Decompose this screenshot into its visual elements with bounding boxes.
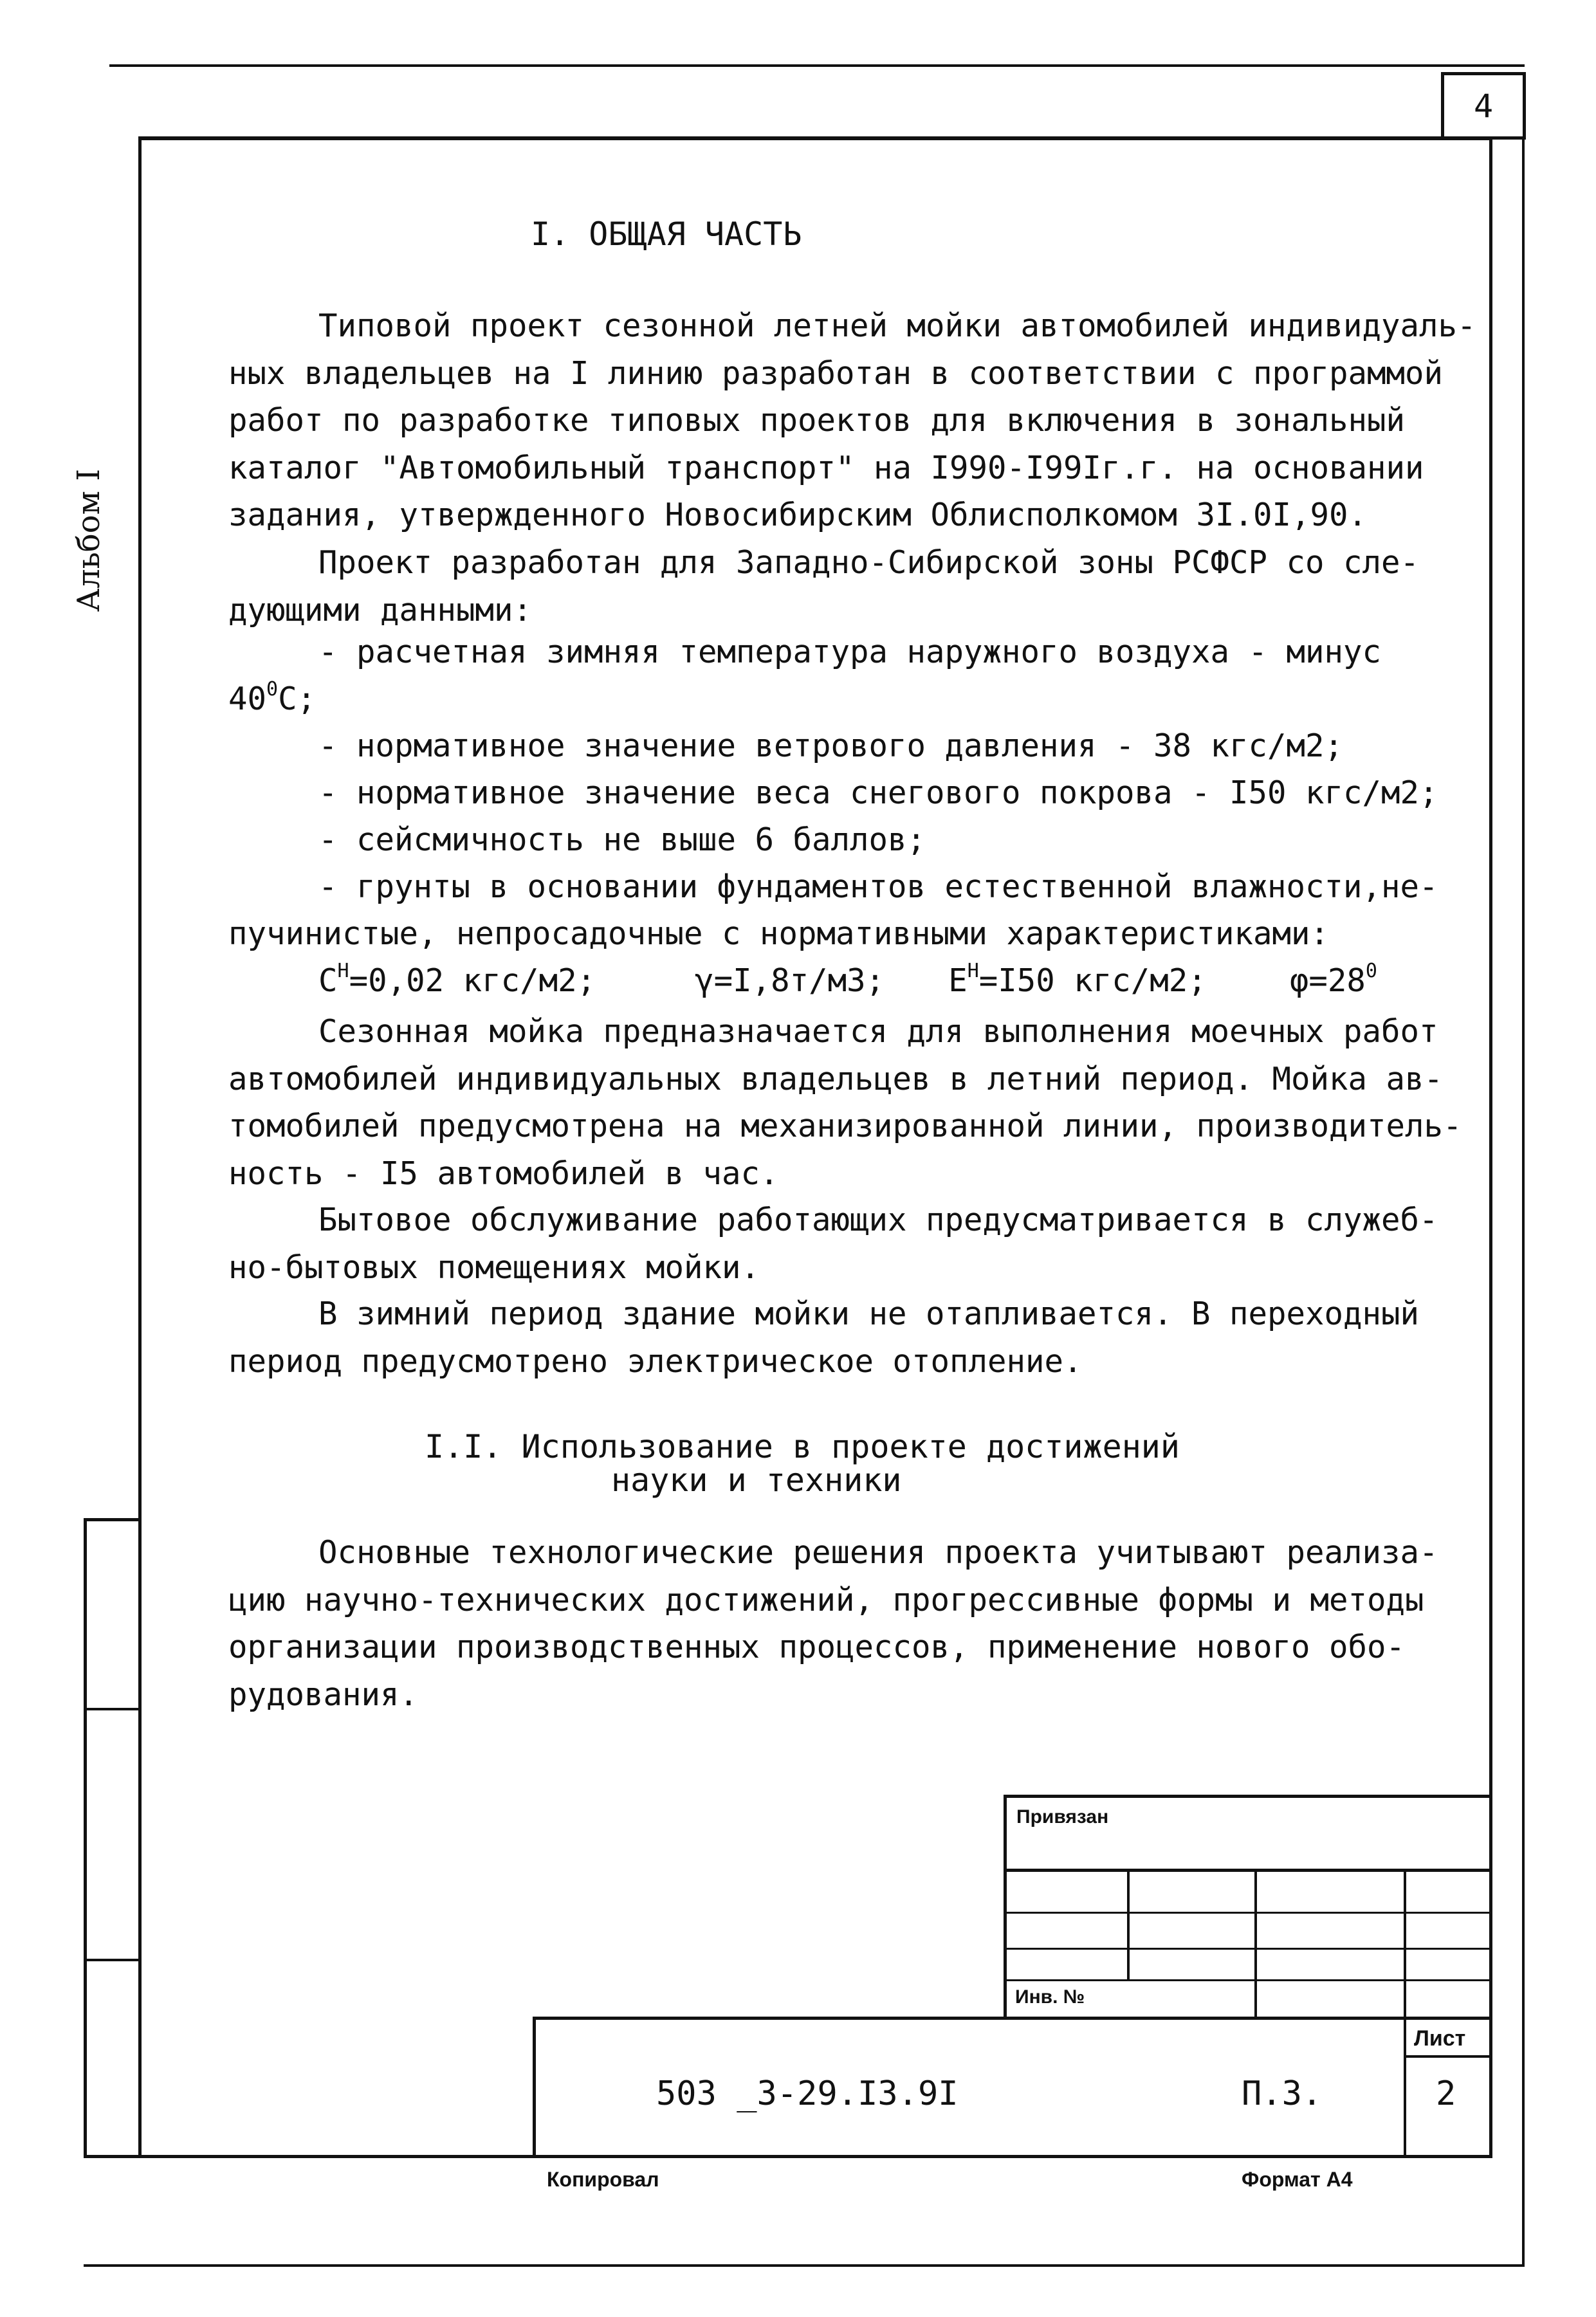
album-label: Альбом I [71, 468, 107, 612]
page-number: 4 [1473, 87, 1494, 125]
condition-seismic: - сейсмичность не выше 6 баллов; [318, 821, 926, 858]
page-number-box [1441, 72, 1526, 140]
inventory-label: Инв. № [1015, 1986, 1085, 2008]
c-value: =0,02 кгс/м2; [349, 962, 596, 999]
heating-paragraph [228, 1290, 1489, 1385]
services-paragraph [228, 1196, 1489, 1291]
binding-strip [84, 1518, 142, 2158]
c-label: С [318, 962, 338, 999]
e-value: =I50 кгс/м2; [978, 962, 1207, 999]
paragraph-line: Типовой проект сезонной летней мойки автомобилей индивидуаль- [318, 307, 1476, 344]
bound-row-line [1004, 1979, 1492, 1981]
condition-temperature: - расчетная зимняя температура наружного воздуха - минус [318, 634, 1382, 670]
paragraph-line: Проект разработан для Западно-Сибирской зоны РСФСР со сле- [318, 544, 1420, 581]
bound-col-line [1127, 1869, 1130, 1981]
c-sup: Н [337, 960, 349, 982]
paragraph-line: томобилей предусмотрена на механизированной линии, производитель- [228, 1108, 1462, 1144]
paragraph-line: ность - I5 автомобилей в час. [228, 1155, 779, 1192]
paragraph-line: ных владельцев на I линию разработан в соответствии с программой [228, 354, 1444, 392]
temperature-unit: С; [278, 681, 316, 717]
phi-label: φ [1289, 962, 1309, 999]
tech-paragraph [228, 1529, 1489, 1718]
phi-value: =28 [1308, 962, 1366, 999]
paragraph-line: каталог "Автомобильный транспорт" на I990-I99Iг.г. на основании [228, 449, 1424, 486]
paragraph-line: Основные технологические решения проекта учитывают реализа- [318, 1534, 1438, 1571]
bound-row-line [1004, 1912, 1492, 1914]
phi-sup: 0 [1365, 960, 1377, 982]
subsection-title: I.I. Использование в проекте достижений [425, 1428, 1180, 1465]
paragraph-line: Сезонная мойка предназначается для выполнения моечных работ [318, 1013, 1438, 1050]
condition-temperature-value [228, 678, 316, 717]
paragraph-line: дующими данными: [228, 591, 533, 628]
binding-divider [84, 1959, 142, 1961]
paragraph-line: рудования. [228, 1676, 419, 1713]
e-label: Е [948, 962, 968, 999]
condition-wind: - нормативное значение ветрового давления - 38 кгс/м2; [318, 728, 1344, 764]
copied-label: Копировал [547, 2168, 659, 2191]
paragraph-line: но-бытовых помещениях мойки. [228, 1249, 760, 1286]
stamp-sheet-row [1404, 2055, 1492, 2058]
gamma-value: =I,8т/м3; [713, 962, 885, 999]
binding-divider [84, 1708, 142, 1710]
sheet-number: 2 [1436, 2074, 1456, 2113]
zone-paragraph [228, 539, 1489, 634]
bound-col-line [1254, 1869, 1257, 2017]
section-code: П.3. [1242, 2074, 1323, 2113]
condition-soil-continued: пучинистые, непросадочные с нормативными характеристиками: [228, 915, 1330, 952]
purpose-paragraph [228, 1008, 1489, 1197]
paragraph-line: организации производственных процессов, применение нового обо- [228, 1629, 1406, 1665]
sheet-label: Лист [1414, 2026, 1466, 2051]
gamma-label: γ [695, 962, 714, 999]
format-label: Формат А4 [1242, 2168, 1353, 2191]
subsection-title-line2: науки и техники [611, 1461, 902, 1499]
section-title: I. ОБЩАЯ ЧАСТЬ [531, 215, 802, 253]
bound-col-line [1404, 1869, 1406, 2017]
bottom-outer-line [84, 2264, 1525, 2267]
condition-soil: - грунты в основании фундаментов естественной влажности,не- [318, 868, 1438, 905]
paragraph-line: В зимний период здание мойки не отапливается. В переходный [318, 1296, 1420, 1332]
bound-row-line [1004, 1869, 1492, 1872]
bound-row-line [1004, 1948, 1492, 1950]
paragraph-line: период предусмотрено электрическое отопление. [228, 1342, 1083, 1380]
paragraph-line: работ по разработке типовых проектов для включения в зональный [228, 402, 1406, 439]
paragraph-line: цию научно-технических достижений, прогрессивные формы и методы [228, 1581, 1424, 1618]
stamp-sheet-divider [1404, 2017, 1406, 2158]
soil-params [318, 962, 1377, 999]
e-sup: Н [967, 960, 979, 982]
right-outer-line [1522, 136, 1525, 2266]
paragraph-line: Бытовое обслуживание работающих предусматривается в служеб- [318, 1202, 1438, 1238]
top-border-line [109, 64, 1525, 67]
paragraph-line: задания, утвержденного Новосибирским Облисполкомом 3I.0I,90. [228, 497, 1368, 533]
intro-paragraph [228, 302, 1489, 539]
document-code: 503 _3-29.I3.9I [656, 2074, 959, 2113]
paragraph-line: автомобилей индивидуальных владельцев в летний период. Мойка ав- [228, 1060, 1444, 1097]
condition-snow: - нормативное значение веса снегового покрова - I50 кгс/м2; [318, 774, 1438, 811]
bound-label: Привязан [1016, 1806, 1109, 1827]
degree-sup: 0 [266, 678, 279, 701]
temperature-value: 40 [228, 681, 267, 717]
